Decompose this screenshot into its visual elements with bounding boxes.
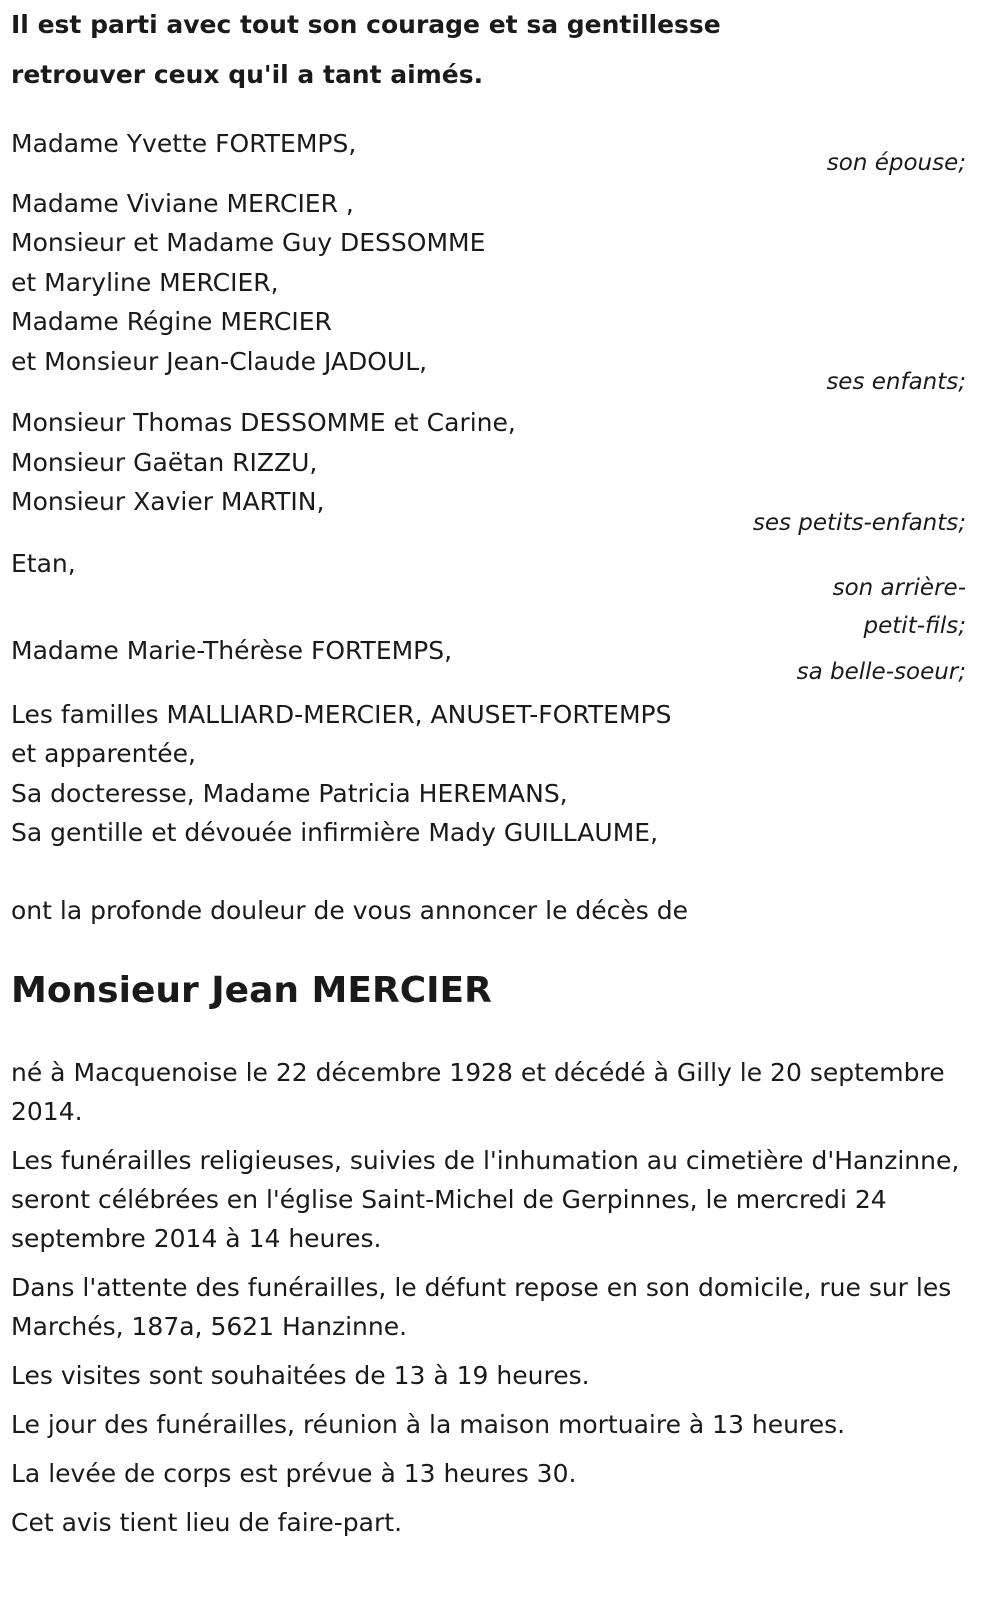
family-name: Madame Viviane MERCIER , [11,188,354,218]
family-name: Sa docteresse, Madame Patricia HEREMANS, [11,778,568,808]
intro-line: retrouver ceux qu'il a tant aimés. [11,60,484,89]
notice-info: Cet avis tient lieu de faire-part. [11,1507,403,1537]
family-name: et apparentée, [11,739,196,768]
announcement: ont la profonde douleur de vous annoncer le décès de [11,895,689,925]
family-group-children [11,184,966,398]
family-name: Monsieur Thomas DESSOMME et Carine, [11,408,516,437]
family-name: Madame Régine MERCIER [11,307,332,336]
deceased-name: Monsieur Jean MERCIER [11,969,492,1011]
intro-line: Il est parti avec tout son courage et sa gentillesse [11,10,721,39]
family-name: et Monsieur Jean-Claude JADOUL, [11,346,428,376]
intro-quote [11,0,966,100]
family-name: Monsieur Gaëtan RIZZU, [11,447,318,477]
family-name: Les familles MALLIARD-MERCIER, ANUSET-FORTEMPS [11,699,672,729]
birth-death-info: né à Macquenoise le 22 décembre 1928 et décédé à Gilly le 20 septembre 2014. [11,1057,945,1126]
procession-info: La levée de corps est prévue à 13 heures 30. [11,1458,577,1488]
relation-label: ses enfants; [826,369,966,395]
family-name: Etan, [11,548,76,578]
family-group-great-grandchild [11,544,966,646]
family-group-sister-in-law [11,631,966,687]
family-name: Sa gentille et dévouée infirmière Mady GUILLAUME, [11,818,659,847]
family-name: Madame Marie-Thérèse FORTEMPS, [11,636,453,665]
relation-label-line: son arrière- [832,575,966,601]
family-group-others [11,695,966,853]
visits-info: Les visites sont souhaitées de 13 à 19 heures. [11,1360,590,1390]
relation-label: ses petits-enfants; [752,509,966,536]
relation-label: sa belle-soeur; [796,658,966,685]
family-group-grandchildren [11,403,966,538]
family-name: Monsieur Xavier MARTIN, [11,487,325,516]
funeral-info: Les funérailles religieuses, suivies de l'inhumation au cimetière d'Hanzinne, seront célébrées en l'église Saint-Michel de Gerpinnes, le mercredi 24 septembre 2014 à 14 heures. [11,1145,960,1253]
family-name: Monsieur et Madame Guy DESSOMME [11,228,486,257]
repose-info: Dans l'attente des funérailles, le défunt repose en son domicile, rue sur les Marchés, 187a, 5621 Hanzinne. [11,1272,952,1341]
relation-label-line: petit-fils; [863,613,966,639]
family-name: et Maryline MERCIER, [11,267,279,297]
family-group-spouse [11,124,966,178]
gathering-info: Le jour des funérailles, réunion à la maison mortuaire à 13 heures. [11,1409,846,1439]
relation-label: son épouse; [826,149,966,176]
family-name: Madame Yvette FORTEMPS, [11,129,357,158]
